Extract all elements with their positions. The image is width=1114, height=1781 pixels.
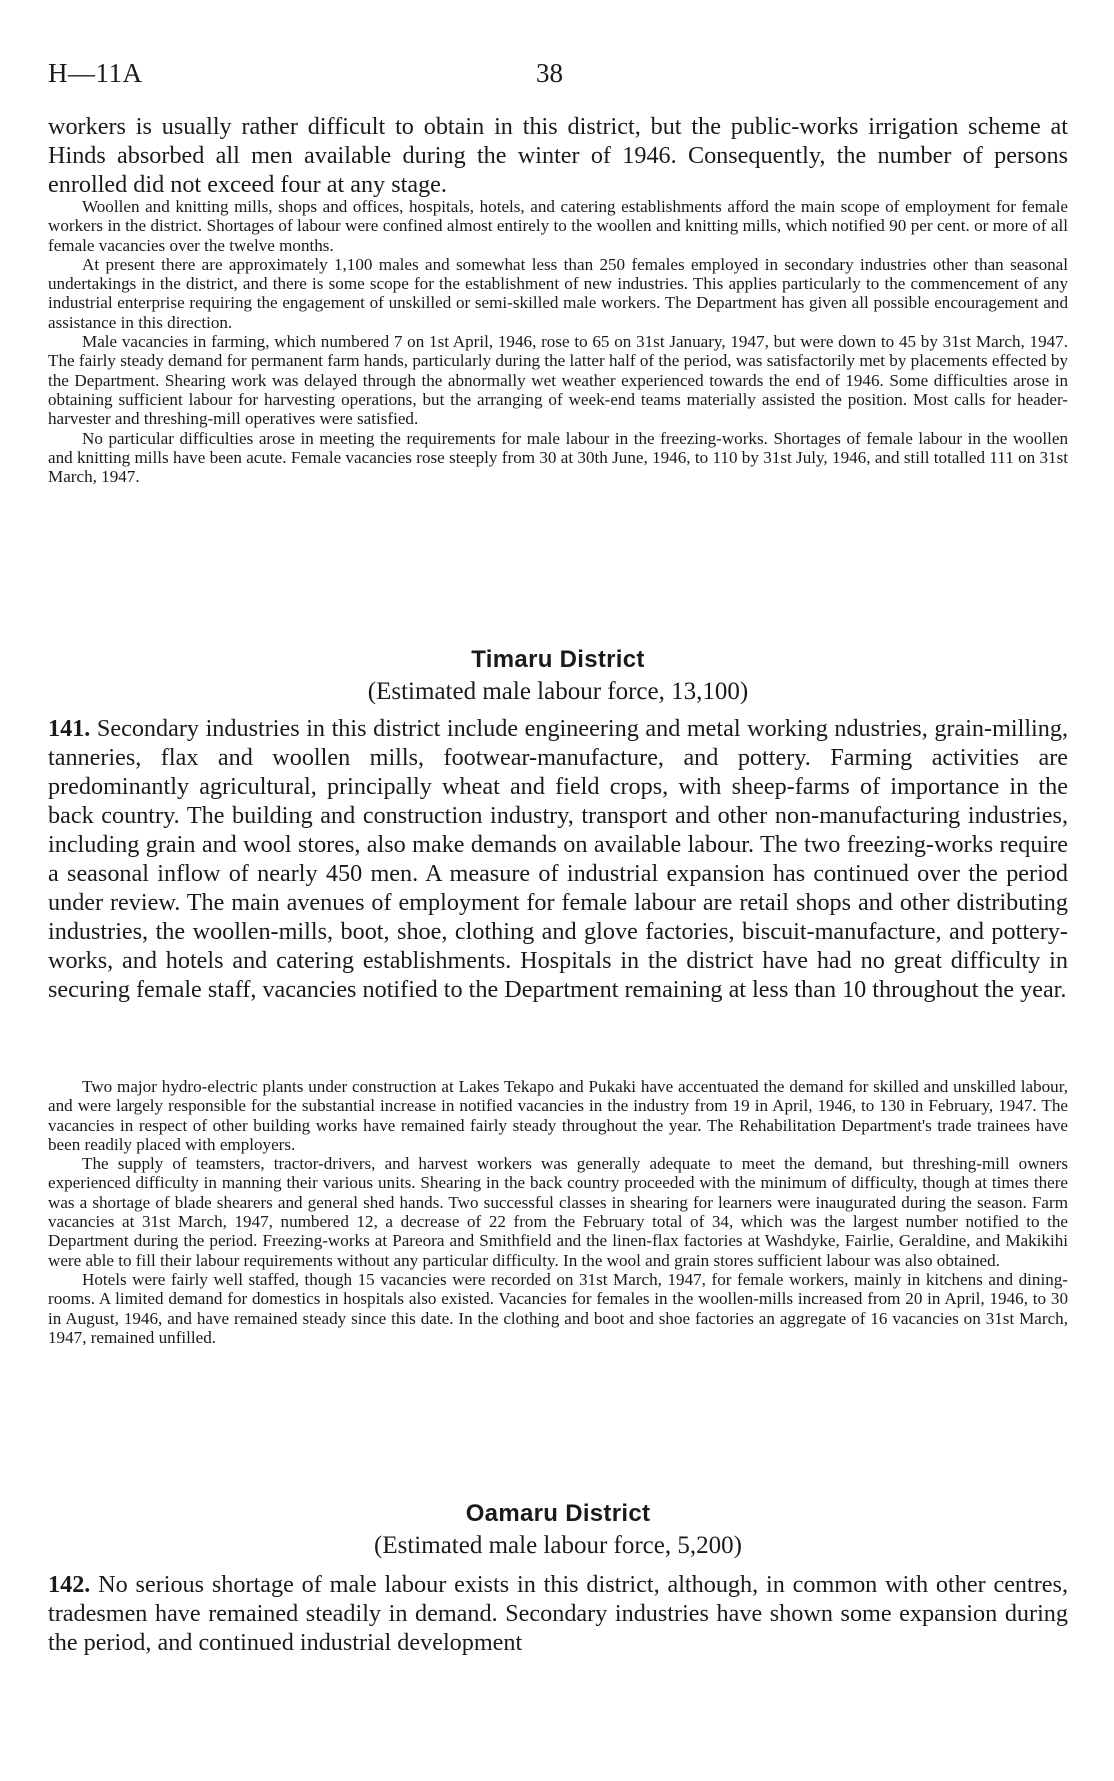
small-paragraph: Woollen and knitting mills, shops and offices, hospitals, hotels, and catering establishments afford the main scope of employment for female workers in the district. Shortages of labour were confined almost entirely to the woollen and knitting mills, which notified 90 per cent. or more of all female vacancies over the twelve months. xyxy=(48,197,1068,255)
small-paragraph: The supply of teamsters, tractor-drivers, and harvest workers was generally adequate to meet the demand, but threshing-mill owners experienced difficulty in manning their various units. Shearing in the back country proceeded with the minimum of difficulty, though at times there was a shortage of blade shearers and general shed hands. Two successful classes in shearing for learners were inaugurated during the season. Farm vacancies at 31st March, 1947, numbered 12, a decrease of 22 from the February total of 34, which was the largest number notified to the Department during the period. Freezing-works at Pareora and Smithfield and the linen-flax factories at Washdyke, Fairlie, Geraldine, and Makikihi were able to fill their labour requirements without any particular difficulty. In the wool and grain stores sufficient labour was also obtained. xyxy=(48,1154,1068,1270)
small-paragraph: At present there are approximately 1,100 males and somewhat less than 250 females employed in secondary industries other than seasonal undertakings in the district, and there is some scope for the establishment of new industries. This applies particularly to the commencement of any industrial enterprise requiring the engagement of unskilled or semi-skilled male workers. The Department has given all possible encouragement and assistance in this direction. xyxy=(48,254,1068,332)
small-text-block-2 xyxy=(48,1077,1068,1347)
paragraph-text: No serious shortage of male labour exists in this district, although, in common with other centres, tradesmen have remained steadily in demand. Secondary industries have shown some expansion during the period, and continued industrial development xyxy=(48,1571,1068,1656)
timaru-heading: Timaru District xyxy=(471,646,645,673)
intro-paragraph: workers is usually rather difficult to obtain in this district, but the public-works irrigation scheme at Hinds absorbed all men available during the winter of 1946. Consequently, the number of persons enrolled did not exceed four at any stage. xyxy=(48,113,1068,198)
small-paragraph: Male vacancies in farming, which numbered 7 on 1st April, 1946, rose to 65 on 31st January, 1947, but were down to 45 by 31st March, 1947. The fairly steady demand for permanent farm hands, particularly during the latter half of the period, was satisfactorily met by placements effected by the Department. Shearing work was delayed through the abnormally wet weather experienced towards the end of 1946. Some difficulties arose in obtaining sufficient labour for harvesting operations, but the arranging of week-end teams materially assisted the position. Most calls for header-harvester and threshing-mill operatives were satisfied. xyxy=(48,332,1068,429)
paragraph-142 xyxy=(48,1570,1068,1657)
small-paragraph: Two major hydro-electric plants under construction at Lakes Tekapo and Pukaki have accentuated the demand for skilled and unskilled labour, and were largely responsible for the substantial increase in notified vacancies in the industry from 19 in April, 1946, to 130 in February, 1947. The vacancies in respect of other building works have remained fairly steady throughout the year. The Rehabilitation Department's trade trainees have been readily placed with employers. xyxy=(48,1077,1068,1154)
report-code: H—11A xyxy=(48,58,143,88)
timaru-main-block xyxy=(48,714,1068,1004)
paragraph-number: 142. xyxy=(48,1571,91,1598)
small-text-block-1 xyxy=(48,197,1068,486)
paragraph-number: 141. xyxy=(48,715,91,742)
paragraph-141 xyxy=(48,714,1068,1004)
oamaru-main-block xyxy=(48,1570,1068,1657)
small-paragraph: No particular difficulties arose in meeting the requirements for male labour in the freezing-works. Shortages of female labour in the woollen and knitting mills have been acute. Female vacancies rose steeply from 30 at 30th June, 1946, to 110 by 31st July, 1946, and still totalled 111 on 31st March, 1947. xyxy=(48,428,1068,487)
paragraph-text: Secondary industries in this district include engineering and metal working ndustries, grain-milling, tanneries, flax and woollen mills, footwear-manufacture, and pottery. Farming activities are predominantly agricultural, principally wheat and field crops, with sheep-farms of importance in the back country. The building and construction industry, transport and other non-manufacturing industries, including grain and wool stores, also make demands on available labour. The two freezing-works require a seasonal inflow of nearly 450 men. A measure of industrial expansion has continued over the period under review. The main avenues of employment for female labour are retail shops and other distributing industries, the woollen-mills, boot, shoe, clothing and glove factories, biscuit-manufacture, and pottery-works, and hotels and catering establishments. Hospitals in the district have had no great difficulty in securing female staff, vacancies notified to the Department remaining at less than 10 throughout the year. xyxy=(48,715,1068,1003)
oamaru-subheading: (Estimated male labour force, 5,200) xyxy=(374,1532,742,1559)
intro-block xyxy=(48,112,1068,199)
timaru-subheading: (Estimated male labour force, 13,100) xyxy=(367,678,749,705)
page-number: 38 xyxy=(536,58,563,88)
page-header xyxy=(48,58,1068,98)
oamaru-heading: Oamaru District xyxy=(465,1500,651,1527)
small-paragraph: Hotels were fairly well staffed, though 15 vacancies were recorded on 31st March, 1947, for female workers, mainly in kitchens and dining-rooms. A limited demand for domestics in hospitals also existed. Vacancies for females in the woollen-mills increased from 20 in April, 1946, to 30 in August, 1946, and have remained steady since this date. In the clothing and boot and shoe factories an aggregate of 16 vacancies on 31st March, 1947, remained unfilled. xyxy=(48,1269,1068,1347)
document-page xyxy=(48,0,1068,1781)
